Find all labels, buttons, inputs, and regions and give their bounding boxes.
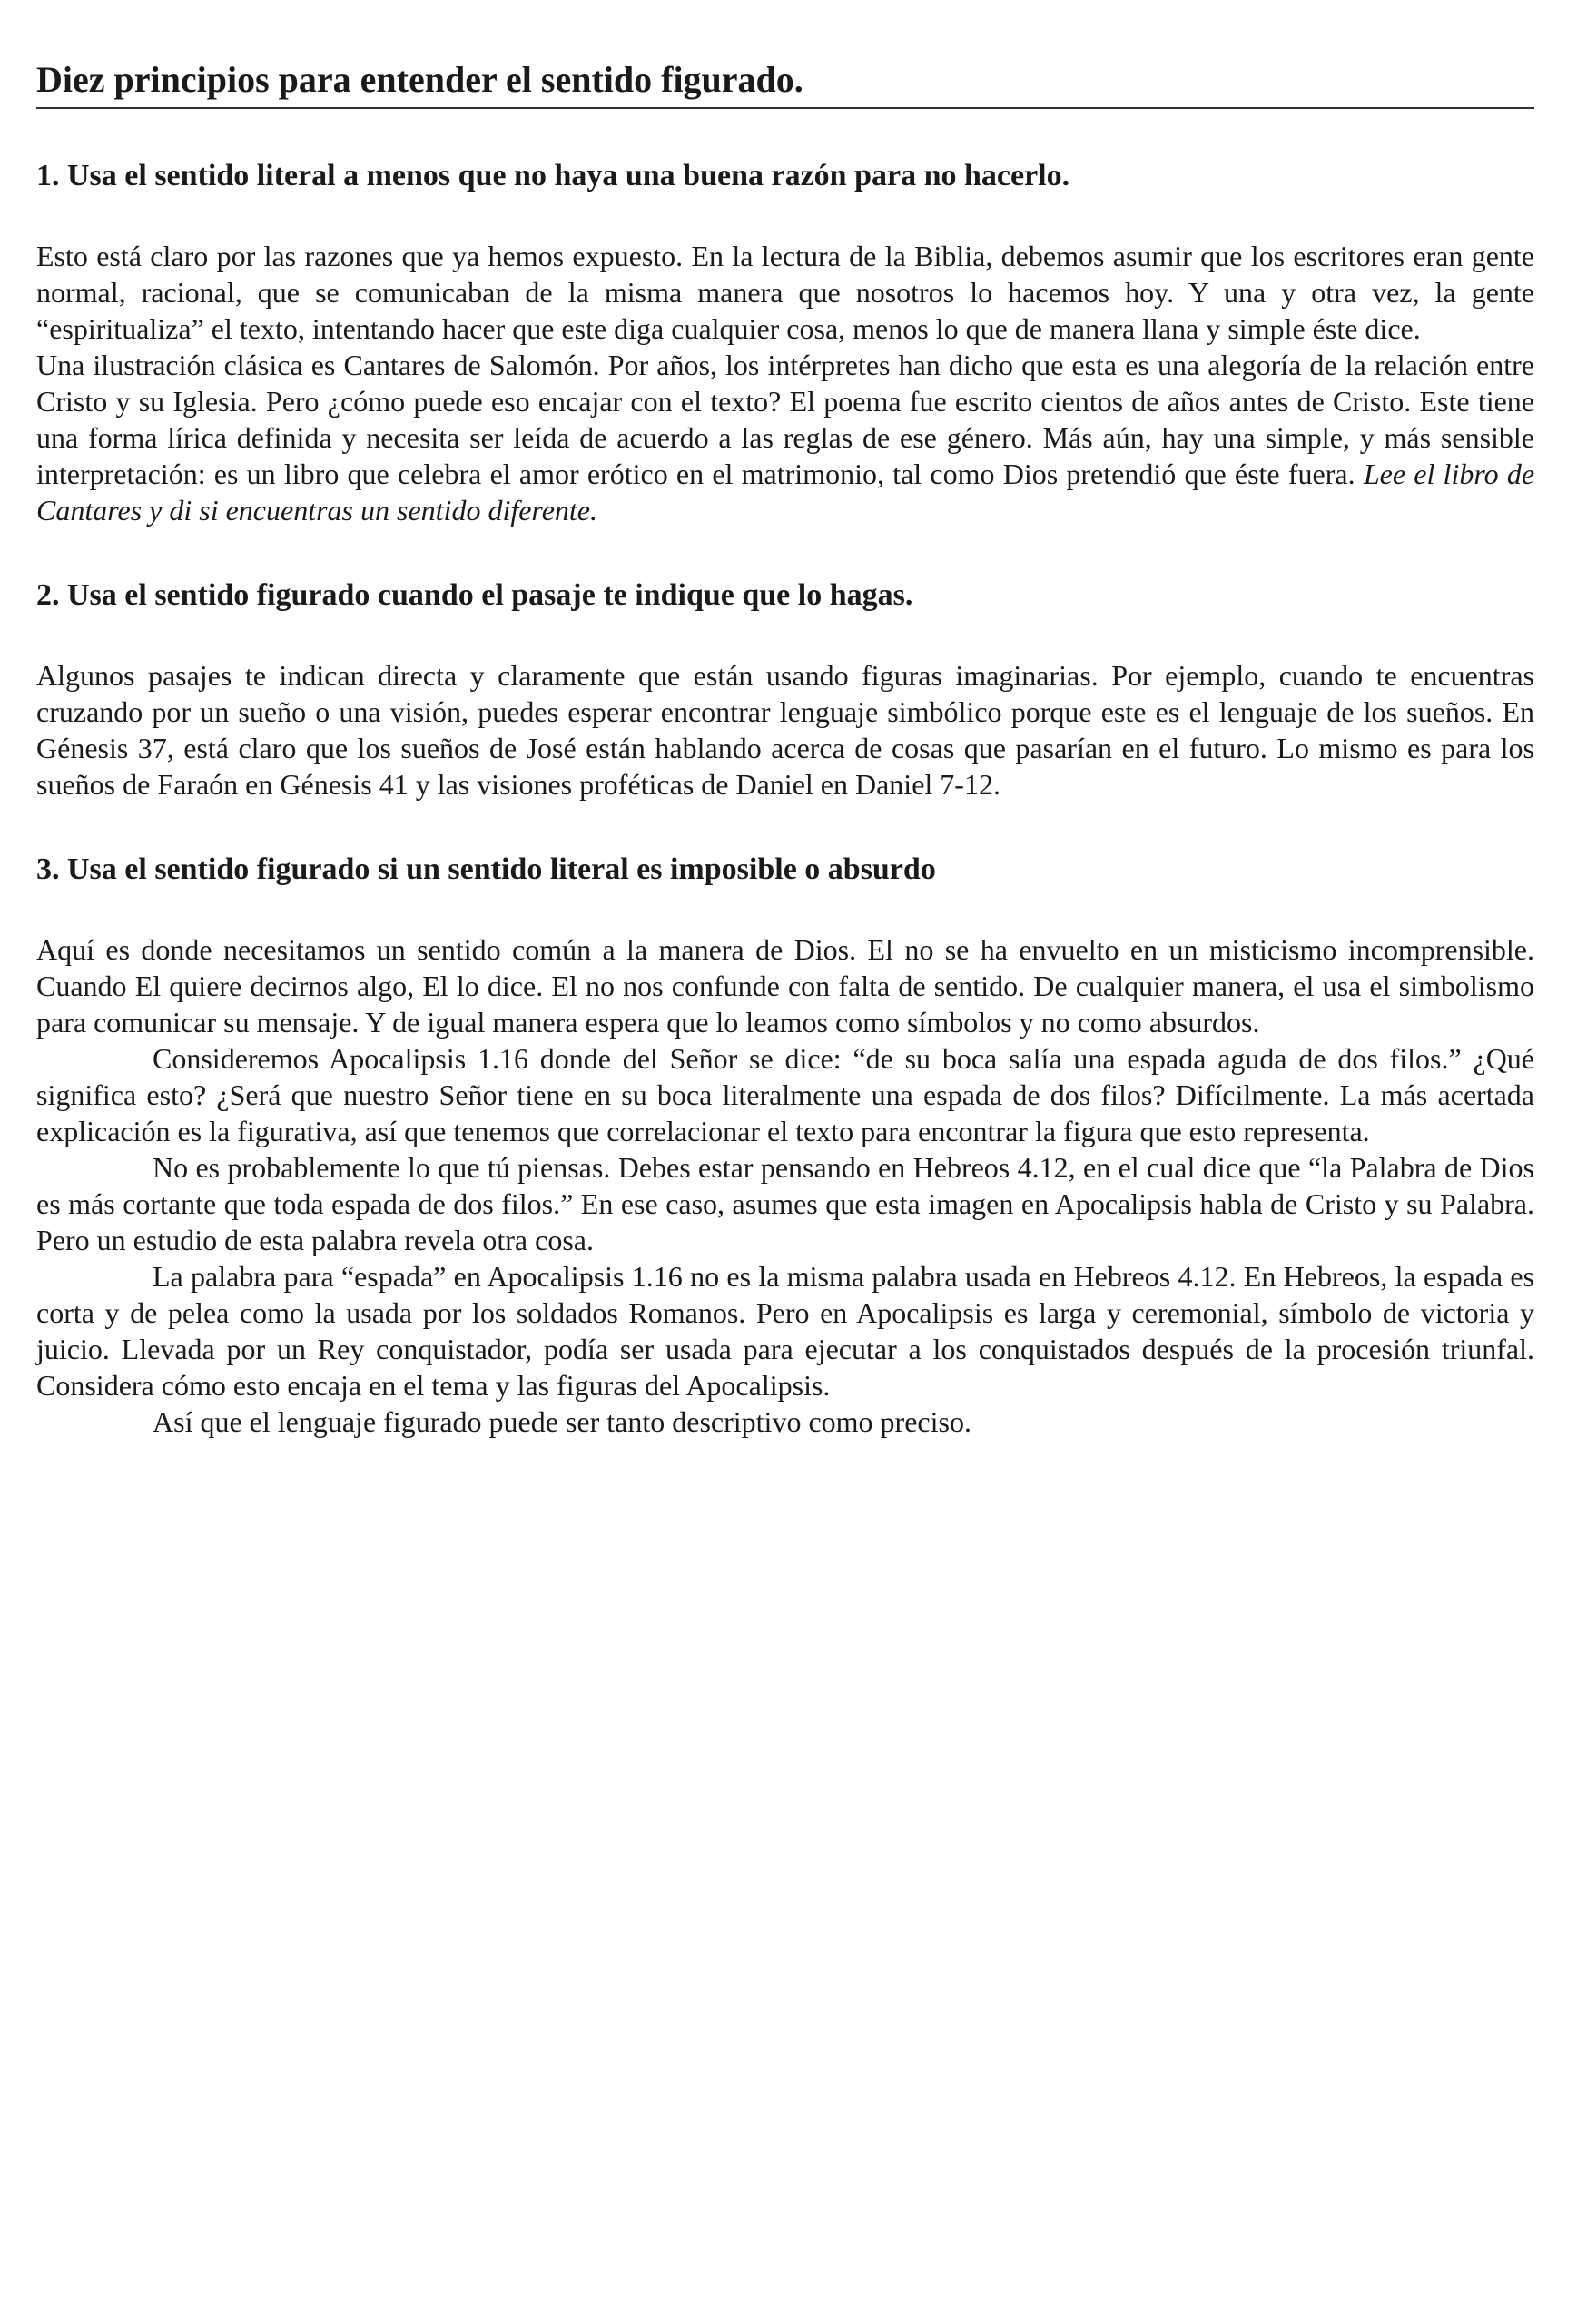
paragraph: La palabra para “espada” en Apocalipsis 1.16 no es la misma palabra usada en Hebreos 4.12. En Hebreos, la espada es corta y de pelea como la usada por los soldados Romanos. Pero en Apocalipsis es larga y ceremonial, símbolo de victoria y juicio. Llevada por un Rey conquistador, podía ser usada para ejecutar a los conquistados después de la procesión triunfal. Considera cómo esto encaja en el tema y las figuras del Apocalipsis. xyxy=(36,1260,1534,1402)
paragraph: Esto está claro por las razones que ya hemos expuesto. En la lectura de la Biblia, debemos asumir que los escritores eran gente normal, racional, que se comunicaban de la misma manera que nosotros lo hacemos hoy. Y una y otra vez, la gente “espiritualiza” el texto, intentando hacer que este diga cualquier cosa, menos lo que de manera llana y simple éste dice. xyxy=(36,240,1534,345)
paragraph: No es probablemente lo que tú piensas. Debes estar pensando en Hebreos 4.12, en el cual dice que “la Palabra de Dios es más cortante que toda espada de dos filos.” En ese caso, asumes que esta imagen en Apocalipsis habla de Cristo y su Palabra. Pero un estudio de esta palabra revela otra cosa. xyxy=(36,1151,1534,1256)
paragraph: Consideremos Apocalipsis 1.16 donde del Señor se dice: “de su boca salía una espada aguda de dos filos.” ¿Qué significa esto? ¿Será que nuestro Señor tiene en su boca literalmente una espada de dos filos? Difícilmente. La más acertada explicación es la figurativa, así que tenemos que correlacionar el texto para encontrar la figura que esto representa. xyxy=(36,1042,1534,1147)
section-heading-1: 1. Usa el sentido literal a menos que no haya una buena razón para no hacerlo. xyxy=(36,159,1070,192)
document-page xyxy=(36,56,1534,1440)
section-body-2 xyxy=(36,657,1534,803)
italic-note: Lee el libro de Cantares y di si encuentras un sentido diferente. xyxy=(36,458,1535,527)
paragraph: Algunos pasajes te indican directa y claramente que están usando figuras imaginarias. Por ejemplo, cuando te encuentras cruzando por un sueño o una visión, puedes esperar encontrar lenguaje simbólico porque este es el lenguaje de los sueños. En Génesis 37, está claro que los sueños de José están hablando acerca de cosas que pasarían en el futuro. Lo mismo es para los sueños de Faraón en Génesis 41 y las visiones proféticas de Daniel en Daniel 7-12. xyxy=(36,659,1534,801)
page-title: Diez principios para entender el sentido figurado. xyxy=(36,56,1534,109)
section-body-3 xyxy=(36,931,1534,1440)
section-body-1 xyxy=(36,238,1534,528)
paragraph: Así que el lenguaje figurado puede ser tanto descriptivo como preciso. xyxy=(153,1405,971,1438)
section-heading-2: 2. Usa el sentido figurado cuando el pasaje te indique que lo hagas. xyxy=(36,578,913,612)
paragraph-text: Una ilustración clásica es Cantares de Salomón. Por años, los intérpretes han dicho que esta es una alegoría de la relación entre Cristo y su Iglesia. Pero ¿cómo puede eso encajar con el texto? El poema fue escrito cientos de años antes de Cristo. Este tiene una forma lírica definida y necesita ser leída de acuerdo a las reglas de ese género. Más aún, hay una simple, y más sensible interpretación: es un libro que celebra el amor erótico en el matrimonio, tal como Dios pretendió que éste fuera. xyxy=(36,349,1534,490)
section-heading-3: 3. Usa el sentido figurado si un sentido literal es imposible o absurdo xyxy=(36,852,936,886)
paragraph xyxy=(36,347,1534,528)
paragraph: Aquí es donde necesitamos un sentido común a la manera de Dios. El no se ha envuelto en un misticismo incomprensible. Cuando El quiere decirnos algo, El lo dice. El no nos confunde con falta de sentido. De cualquier manera, el usa el simbolismo para comunicar su mensaje. Y de igual manera espera que lo leamos como símbolos y no como absurdos. xyxy=(36,933,1534,1039)
